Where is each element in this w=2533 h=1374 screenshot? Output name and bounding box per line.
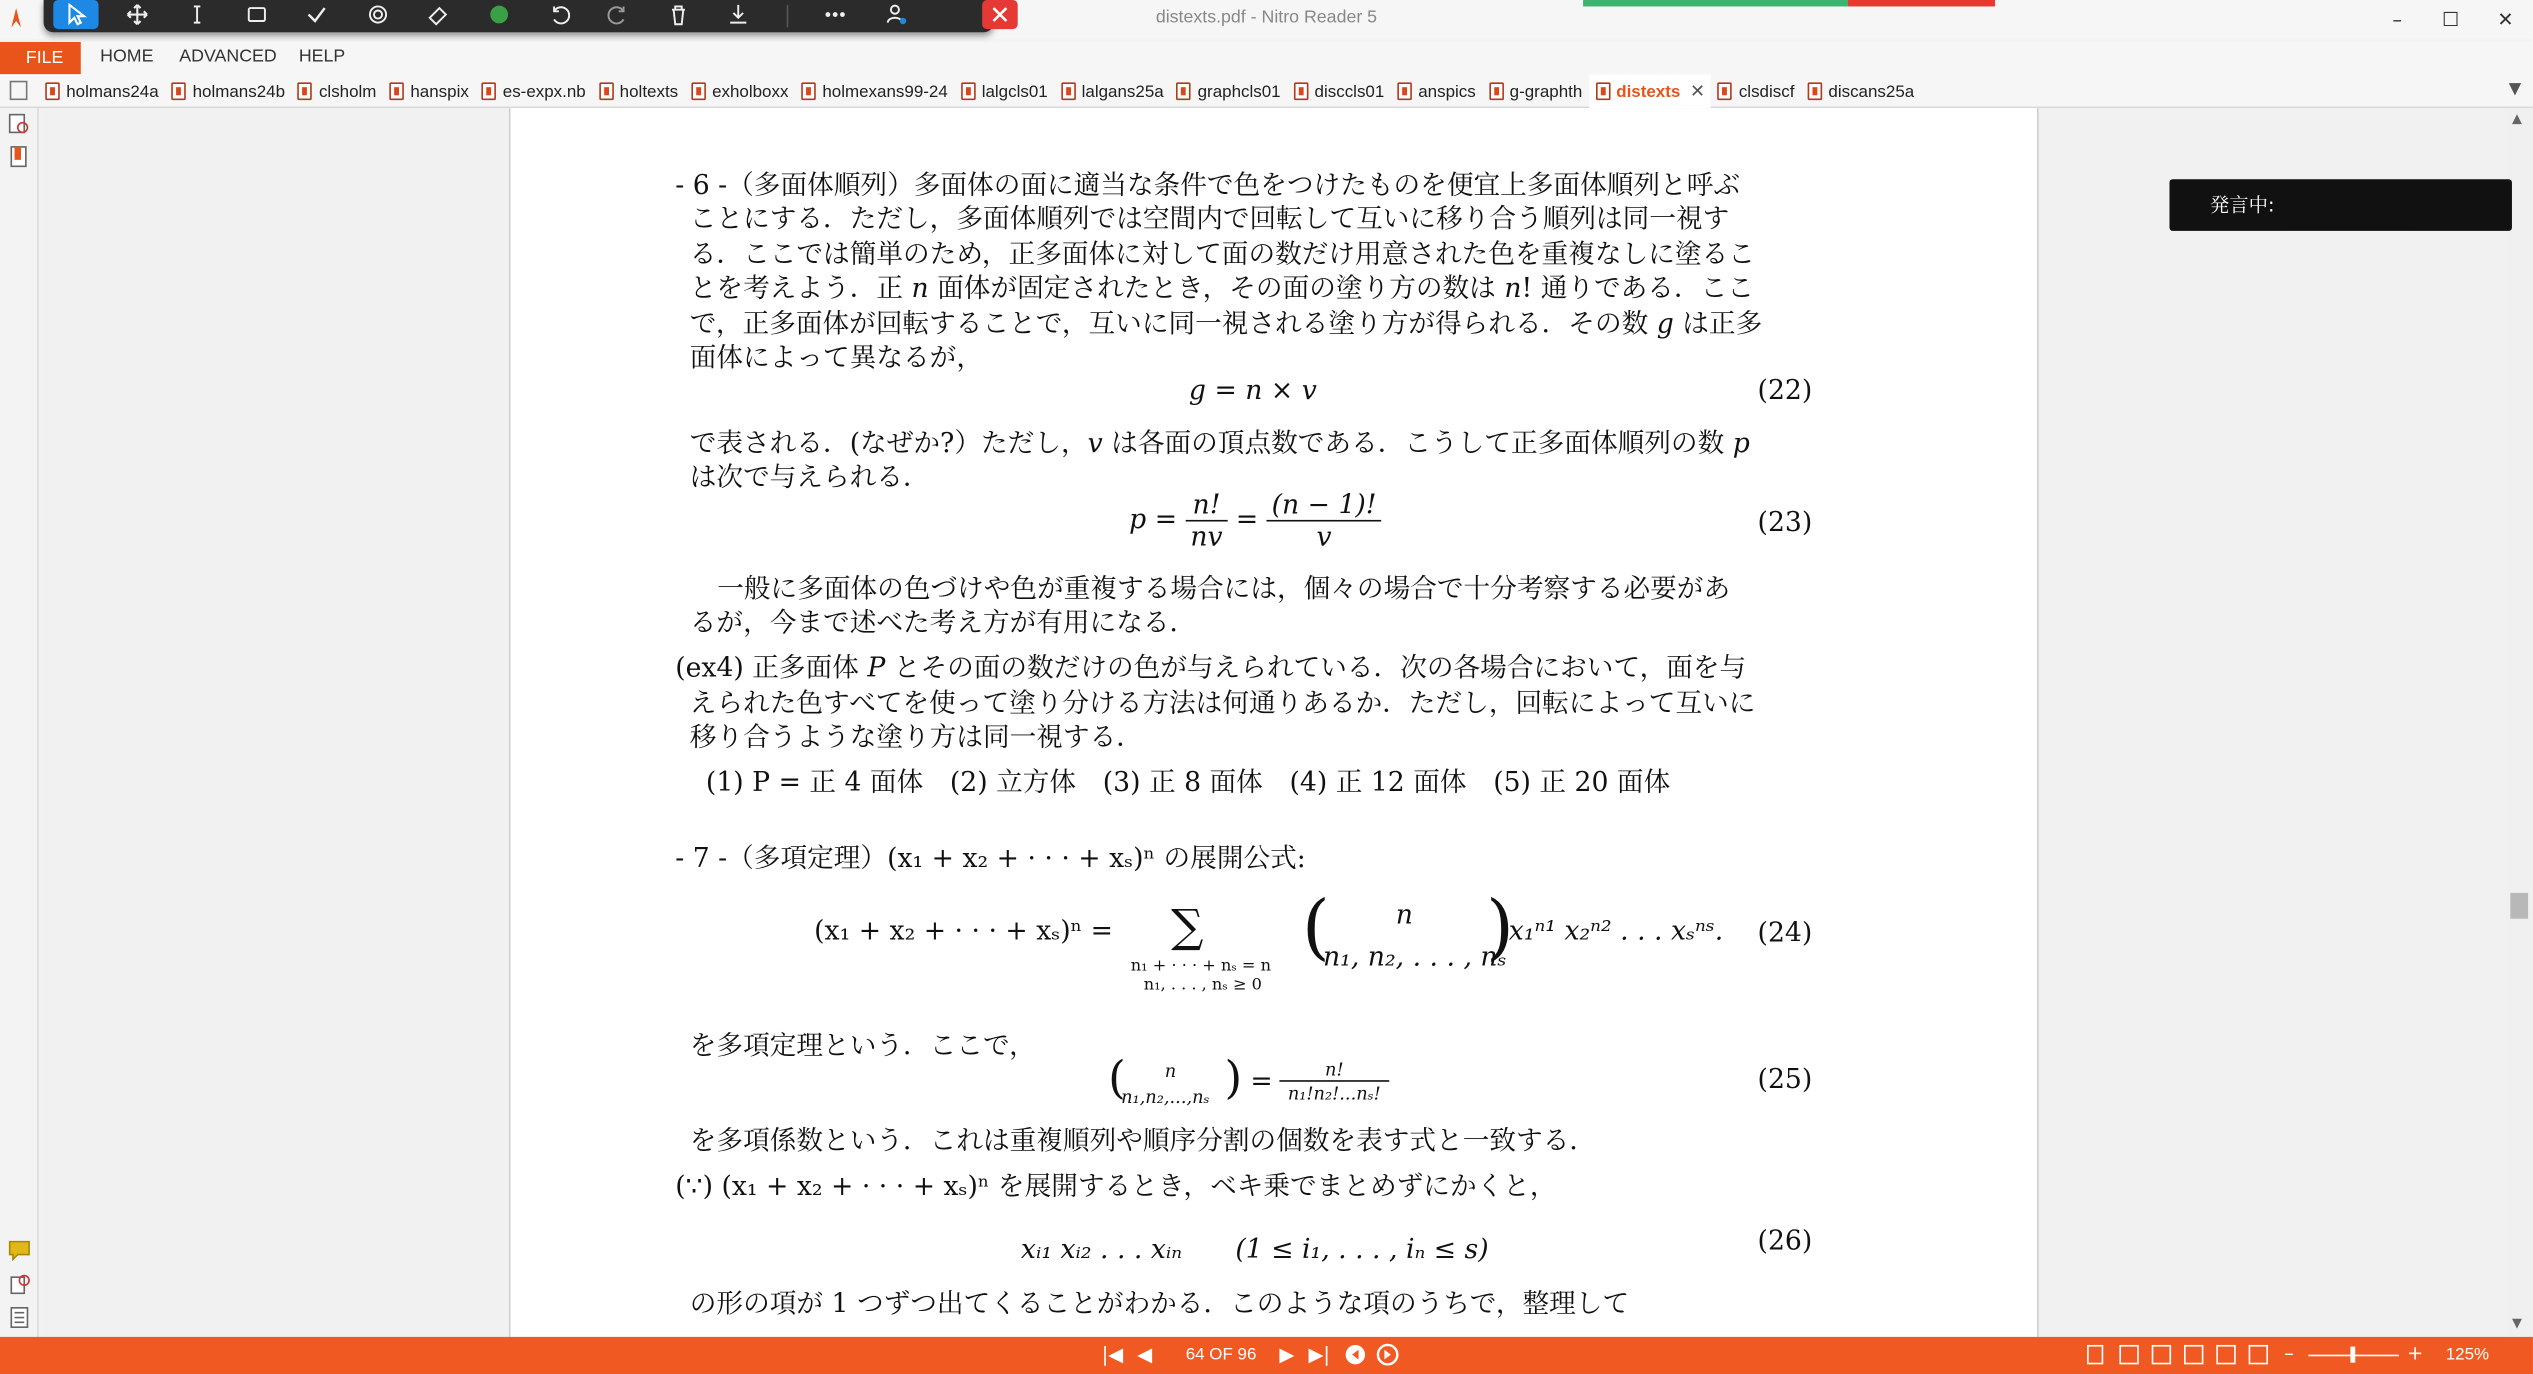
text-span: は正多: [1673, 308, 1763, 340]
para6-line1: - 6 -（多面体順列）多面体の面に適当な条件で色をつけたものを便宜上多面体順列と呼ぶ: [675, 169, 1741, 201]
tab-label: anspics: [1418, 81, 1476, 101]
tab-clsdiscf[interactable]: [1711, 74, 1801, 108]
tab-label: es-expx.nb: [502, 81, 586, 101]
equation-24-lhs: (x₁ + x₂ + · · · + xₛ)ⁿ =: [814, 915, 1113, 947]
tab-disccls01[interactable]: [1287, 74, 1391, 108]
checkmark-tool-button[interactable]: [294, 0, 339, 29]
binom-top: n: [1395, 899, 1413, 931]
para8-line1: 一般に多面体の色づけや色が重複する場合には，個々の場合で十分考察する必要があ: [717, 573, 1731, 604]
continuous-view-icon[interactable]: [2119, 1345, 2138, 1364]
pdf-file-icon: [389, 82, 404, 100]
more-options-button[interactable]: [813, 0, 858, 29]
pdf-file-icon: [1397, 82, 1412, 100]
speaking-overlay: 発言中:: [2169, 179, 2511, 231]
tab-list: [39, 74, 1921, 108]
numerator: n!: [1186, 489, 1228, 521]
page-search-icon[interactable]: [8, 113, 31, 136]
eraser-icon: [426, 3, 449, 26]
color-picker-button[interactable]: [477, 0, 522, 29]
single-page-view-icon[interactable]: [2087, 1345, 2103, 1364]
attachments-icon[interactable]: [8, 1272, 31, 1295]
status-bar: [0, 1337, 2533, 1374]
pdf-page: [509, 108, 2039, 1337]
ex4-line1: [675, 646, 1746, 685]
undo-button[interactable]: [536, 0, 581, 29]
multinom-top: n: [1164, 1060, 1177, 1082]
equation-24-rhs: x₁ⁿ¹ x₂ⁿ² . . . xₛⁿˢ.: [1508, 915, 1724, 947]
page-indicator[interactable]: 64 OF 96: [1185, 1344, 1257, 1365]
text-span: は各面の頂点数である．こうして正多面体順列の数: [1102, 427, 1733, 459]
scroll-down-icon[interactable]: ▼: [2511, 1315, 2522, 1331]
text-span: で表される．(なぜか?）ただし，: [689, 427, 1088, 459]
denominator: v: [1316, 521, 1332, 553]
pdf-file-icon: [961, 82, 976, 100]
tab-label: discans25a: [1828, 81, 1915, 101]
tab-label: clsholm: [318, 81, 377, 101]
tab-lalgcls01[interactable]: [954, 74, 1054, 108]
toolbar-separator: [787, 5, 789, 28]
tab-label: g-graphth: [1509, 81, 1583, 101]
tab-holtexts[interactable]: [592, 74, 684, 108]
denominator: nv: [1190, 521, 1223, 553]
download-button[interactable]: [716, 0, 761, 29]
para11: (∵) (x₁ + x₂ + · · · + xₛ)ⁿ を展開するとき，ベキ乗でまとめずにかくと，: [675, 1170, 1557, 1202]
zoom-slider-thumb[interactable]: [2350, 1347, 2355, 1363]
para8-line2: るが，今まで述べた考え方が有用になる．: [689, 607, 1197, 638]
fraction: [1267, 489, 1382, 552]
layers-icon[interactable]: [8, 1306, 31, 1329]
facing-view-icon[interactable]: [2152, 1345, 2171, 1364]
tab-label: lalgcls01: [981, 81, 1048, 101]
zoom-in-button[interactable]: +: [2406, 1341, 2424, 1365]
download-icon: [727, 3, 750, 26]
user-share-icon: [885, 3, 908, 26]
last-page-icon[interactable]: ▶|: [1308, 1343, 1330, 1366]
trash-icon: [667, 3, 690, 26]
pdf-file-icon: [1718, 82, 1733, 100]
tab-distexts[interactable]: [1589, 74, 1712, 108]
para6-line4: [690, 266, 1754, 305]
maximize-button[interactable]: ☐: [2441, 8, 2460, 31]
math-var: v: [1087, 427, 1103, 459]
scroll-thumb[interactable]: [2510, 893, 2528, 919]
section7-title: - 7 -（多項定理）(x₁ + x₂ + · · · + xₛ)ⁿ の展開公式:: [675, 842, 1306, 874]
tab-label: exholboxx: [712, 81, 789, 101]
next-view-icon[interactable]: [1376, 1343, 1399, 1370]
multinom-bottom: n₁,n₂,...,nₛ: [1121, 1086, 1210, 1108]
equation-number-25: (25): [1757, 1064, 1813, 1095]
menu-bar: [0, 42, 2533, 74]
facing-continuous-view-icon[interactable]: [2184, 1345, 2203, 1364]
tab-label: hanspix: [410, 81, 469, 101]
previous-page-icon[interactable]: ◀: [1137, 1343, 1153, 1366]
pdf-file-icon: [1294, 82, 1309, 100]
math-var: P: [867, 652, 886, 683]
pdf-file-icon: [691, 82, 706, 100]
pdf-file-icon: [801, 82, 816, 100]
tab-anspics[interactable]: [1391, 74, 1482, 108]
redo-button[interactable]: [596, 0, 641, 29]
tab-discans25a[interactable]: [1801, 74, 1921, 108]
undo-icon: [548, 3, 571, 26]
document-tab-bar: [0, 74, 2533, 108]
tab-holmexans99-24[interactable]: [795, 74, 954, 108]
tab-label: holmexans99-24: [822, 81, 948, 101]
numerator: (n − 1)!: [1267, 489, 1382, 521]
para6-line6: 面体によって異なるが，: [689, 342, 983, 373]
progress-indicator-green: [1583, 0, 1848, 6]
equation-22: g = n × v: [1188, 374, 1317, 406]
pdf-file-icon: [482, 82, 497, 100]
tabs-dropdown-icon[interactable]: ▼: [2508, 80, 2522, 99]
equation-number-23: (23): [1757, 506, 1813, 538]
pdf-file-icon: [45, 82, 60, 100]
eraser-tool-button[interactable]: [415, 0, 460, 29]
pdf-file-icon: [1177, 82, 1192, 100]
pointer-icon: [65, 3, 88, 26]
sum-condition-2: n₁, . . . , nₛ ≥ 0: [1143, 976, 1262, 995]
equation-26: xᵢ₁ xᵢ₂ . . . xᵢₙ (1 ≤ i₁, . . . , iₙ ≤ s): [1020, 1233, 1489, 1265]
tab-exholboxx[interactable]: [685, 74, 795, 108]
right-paren-small: ): [1224, 1051, 1243, 1105]
ex4-line3: 移り合うような塗り方は同一視する．: [689, 721, 1143, 753]
binom-bottom: n₁, n₂, . . . , nₛ: [1323, 941, 1507, 972]
fit-width-icon[interactable]: [2249, 1345, 2268, 1364]
zoom-level[interactable]: 125%: [2445, 1344, 2490, 1365]
para6-line3: る．ここでは簡単のため，正多面体に対して面の数だけ用意された色を重複なしに塗るこ: [689, 238, 1755, 270]
pdf-file-icon: [1595, 82, 1610, 100]
equation-23: [1129, 489, 1381, 552]
right-paren: ): [1486, 886, 1514, 969]
fraction: [1186, 489, 1228, 552]
math-var: n: [911, 272, 929, 304]
menu-home[interactable]: HOME: [100, 46, 154, 67]
tab-label: holmans24b: [192, 81, 286, 101]
pdf-file-icon: [599, 82, 614, 100]
first-page-icon[interactable]: |◀: [1101, 1343, 1124, 1366]
stamp-tool-button[interactable]: [355, 0, 400, 29]
scroll-up-icon[interactable]: ▲: [2511, 111, 2522, 126]
pdf-file-icon: [1489, 82, 1504, 100]
pan-tool-button[interactable]: [115, 0, 160, 29]
more-dots-icon: [824, 3, 847, 26]
redo-icon: [607, 3, 630, 26]
text-span: とを考えよう．正: [689, 272, 912, 304]
menu-help[interactable]: HELP: [298, 46, 346, 67]
equals-sign: =: [1250, 1065, 1273, 1097]
rectangle-icon: [246, 3, 269, 26]
tab-g-graphth[interactable]: [1482, 74, 1589, 108]
text-tool-button[interactable]: [174, 0, 219, 29]
vertical-scrollbar[interactable]: [2505, 108, 2532, 1337]
text-span: 面体が固定されたとき，その面の塗り方の数は: [928, 272, 1505, 304]
math-var: n: [1504, 272, 1522, 304]
previous-view-icon[interactable]: [1344, 1343, 1367, 1370]
tab-holmans24b[interactable]: [165, 74, 291, 108]
rectangle-tool-button[interactable]: [234, 0, 279, 29]
ex4-choices: (1) P = 正 4 面体 (2) 立方体 (3) 正 8 面体 (4) 正 12 面体 (5) 正 20 面体: [705, 766, 1671, 798]
math-var: g: [1656, 308, 1674, 340]
tab-graphcls01[interactable]: [1170, 74, 1287, 108]
fit-page-icon[interactable]: [2216, 1345, 2235, 1364]
para10: を多項係数という．これは重複順列や順序分割の個数を表す式と一致する．: [689, 1125, 1597, 1157]
equation-number-22: (22): [1757, 374, 1813, 406]
summation-symbol: ∑: [1171, 899, 1204, 953]
page-thumbnails-icon[interactable]: [10, 81, 28, 100]
menu-file[interactable]: FILE: [0, 42, 81, 74]
window-title: distexts.pdf - Nitro Reader 5: [1155, 8, 1378, 28]
move-icon: [126, 3, 149, 26]
text-span: (ex4) 正多面体: [675, 652, 868, 683]
tab-label: holtexts: [619, 81, 679, 101]
pdf-file-icon: [172, 82, 187, 100]
tab-label: clsdiscf: [1738, 81, 1795, 101]
pdf-file-icon: [1061, 82, 1076, 100]
bookmarks-icon[interactable]: [8, 145, 31, 168]
para6-line2: ことにする．ただし，多面体順列では空間内で回転して互いに移り合う順列は同一視す: [689, 203, 1730, 235]
share-user-button[interactable]: [874, 0, 919, 29]
sum-condition-1: n₁ + · · · + nₛ = n: [1130, 957, 1272, 976]
delete-button[interactable]: [656, 0, 701, 29]
text-cursor-icon: [186, 3, 209, 26]
minimize-button[interactable]: –: [2392, 8, 2403, 31]
para12: の形の項が 1 つずつ出てくることがわかる．このような項のうちで，整理して: [689, 1288, 1630, 1320]
equation-number-26: (26): [1757, 1225, 1813, 1257]
pdf-file-icon: [298, 82, 313, 100]
tab-label: disccls01: [1314, 81, 1385, 101]
tab-label: distexts: [1616, 81, 1681, 101]
stamp-icon: [367, 3, 390, 26]
tab-hanspix[interactable]: [383, 74, 475, 108]
checkmark-icon: [305, 3, 328, 26]
tab-label: lalgans25a: [1081, 81, 1164, 101]
close-toolbar-button[interactable]: [982, 0, 1018, 29]
progress-indicator-red: [1848, 0, 1995, 6]
equation-number-24: (24): [1757, 917, 1813, 948]
close-icon: [989, 3, 1012, 26]
ex4-line2: えられた色すべてを使って塗り分ける方法は何通りあるか．ただし，回転によって互いに: [689, 687, 1756, 719]
tab-lalgans25a[interactable]: [1054, 74, 1170, 108]
fraction-numerator: n!: [1279, 1059, 1389, 1082]
text-span: で，正多面体が回転することで，互いに同一視される塗り方が得られる．その数: [689, 308, 1657, 340]
annotation-toolbar: [44, 0, 994, 32]
tab-close-icon[interactable]: ✕: [1690, 82, 1705, 102]
fraction-denominator: n₁!n₂!...nₛ!: [1287, 1083, 1381, 1105]
menu-advanced[interactable]: ADVANCED: [179, 46, 277, 67]
next-page-icon[interactable]: ▶: [1279, 1343, 1295, 1366]
tab-clsholm[interactable]: [291, 74, 382, 108]
math-var: p: [1732, 427, 1750, 459]
tab-label: holmans24a: [66, 81, 159, 101]
close-window-button[interactable]: ✕: [2497, 8, 2514, 31]
left-paren: (: [1302, 886, 1330, 969]
pdf-file-icon: [1807, 82, 1822, 100]
text-span: とその面の数だけの色が与えられている．次の各場合において，面を与: [885, 652, 1747, 683]
left-rail: [0, 108, 39, 1337]
document-viewport[interactable]: [40, 108, 2505, 1337]
left-paren-small: (: [1108, 1051, 1126, 1105]
para9: を多項定理という．ここで，: [689, 1030, 1036, 1061]
tab-label: graphcls01: [1197, 81, 1281, 101]
select-tool-button[interactable]: [53, 0, 98, 29]
eq-lhs: p =: [1129, 503, 1178, 535]
zoom-out-button[interactable]: –: [2284, 1341, 2294, 1365]
comments-icon[interactable]: [8, 1238, 31, 1261]
color-swatch-icon: [488, 3, 511, 26]
tab-holmans24a[interactable]: [39, 74, 165, 108]
equals-sign: =: [1235, 503, 1259, 535]
tab-es-expx-nb[interactable]: [475, 74, 592, 108]
para7-line2: は次で与えられる．: [689, 461, 930, 493]
text-span: ! 通りである．ここ: [1521, 272, 1754, 304]
